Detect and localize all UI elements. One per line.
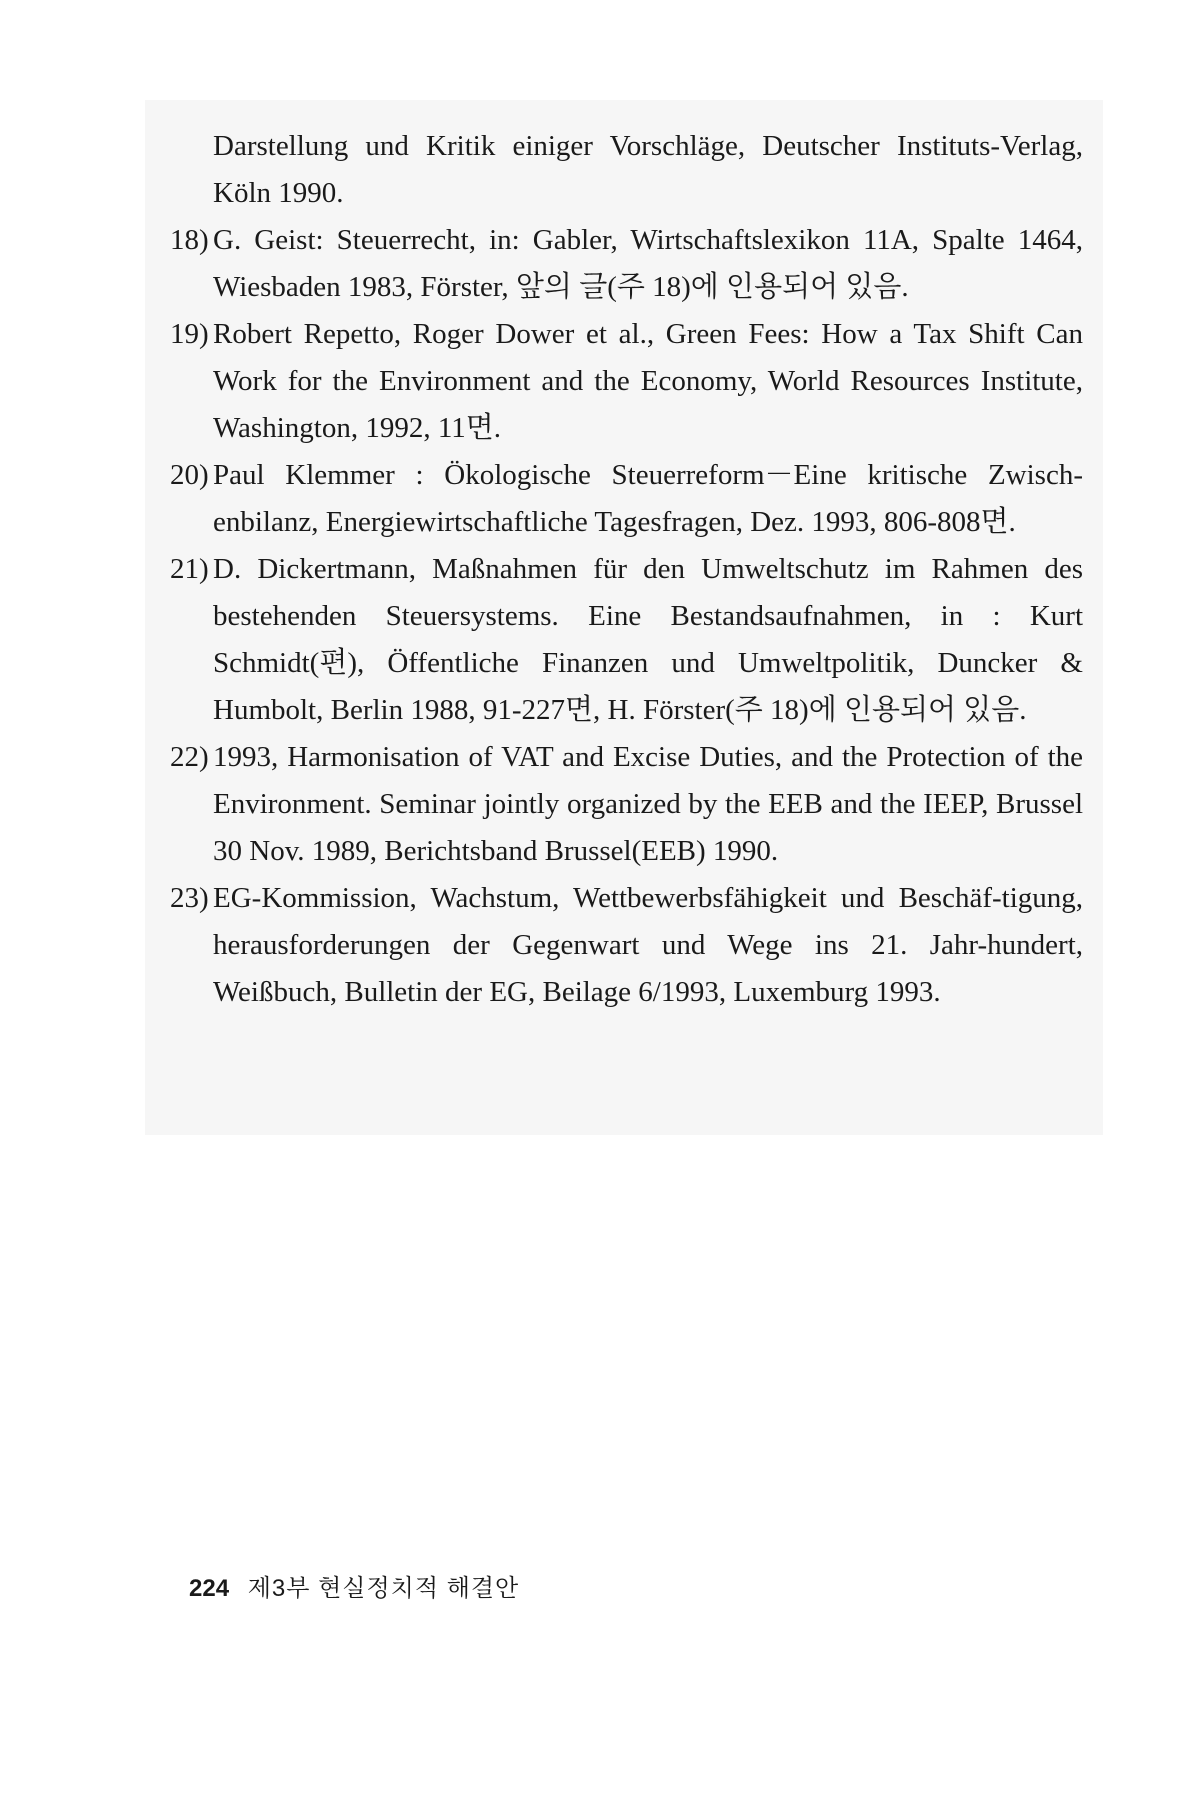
endnote-number: 19): [170, 318, 209, 350]
endnote-number: 21): [170, 553, 209, 585]
endnote-text: D. Dickertmann, Maßnahmen für den Umweltschutz im Rahmen des bestehenden Steuersystems. Eine Bestandsaufnahmen, in : Kurt Schmidt(편), Öffentliche Finanzen und Umweltpolitik, Duncker & Humbolt, Berlin 1988, 91-227면, H. Förster(주 18)에 인용되어 있음.: [213, 553, 1083, 726]
endnote-22: [170, 734, 1083, 875]
endnote-text: EG-Kommission, Wachstum, Wettbewerbsfähigkeit und Beschäf-tigung, herausforderungen der Gegenwart und Wege ins 21. Jahr-hundert, Weißbuch, Bulletin der EG, Beilage 6/1993, Luxemburg 1993.: [213, 882, 1083, 1008]
endnote-number: 22): [170, 741, 209, 773]
running-section-title: 제3부 현실정치적 해결안: [247, 1575, 520, 1602]
endnote-text: Darstellung und Kritik einiger Vorschläge, Deutscher Instituts-Verlag, Köln 1990.: [213, 130, 1083, 209]
page-footer: [189, 1568, 519, 1603]
endnote-21: [170, 546, 1083, 734]
endnote-20: [170, 452, 1083, 546]
endnote-18: [170, 217, 1083, 311]
endnote-number: 23): [170, 882, 209, 914]
page-number: 224: [189, 1575, 230, 1602]
endnote-23: [170, 875, 1083, 1016]
endnote-text: G. Geist: Steuerrecht, in: Gabler, Wirtschaftslexikon 11A, Spalte 1464, Wiesbaden 1983, Förster, 앞의 글(주 18)에 인용되어 있음.: [213, 224, 1083, 303]
endnote-19: [170, 311, 1083, 452]
endnote-number: 18): [170, 224, 209, 256]
endnote-17-continuation: [213, 123, 1083, 217]
endnotes-list: [170, 123, 1083, 1016]
endnote-text: 1993, Harmonisation of VAT and Excise Duties, and the Protection of the Environment. Seminar jointly organized by the EEB and the IEEP, Brussel 30 Nov. 1989, Berichtsband Brussel(EEB) 1990.: [213, 741, 1083, 867]
endnote-number: 20): [170, 459, 209, 491]
endnote-text: Robert Repetto, Roger Dower et al., Green Fees: How a Tax Shift Can Work for the Environment and the Economy, World Resources Institute, Washington, 1992, 11면.: [213, 318, 1083, 444]
endnote-text: Paul Klemmer : Ökologische Steuerreform－Eine kritische Zwisch-enbilanz, Energiewirtschaftliche Tagesfragen, Dez. 1993, 806-808면.: [213, 459, 1083, 538]
